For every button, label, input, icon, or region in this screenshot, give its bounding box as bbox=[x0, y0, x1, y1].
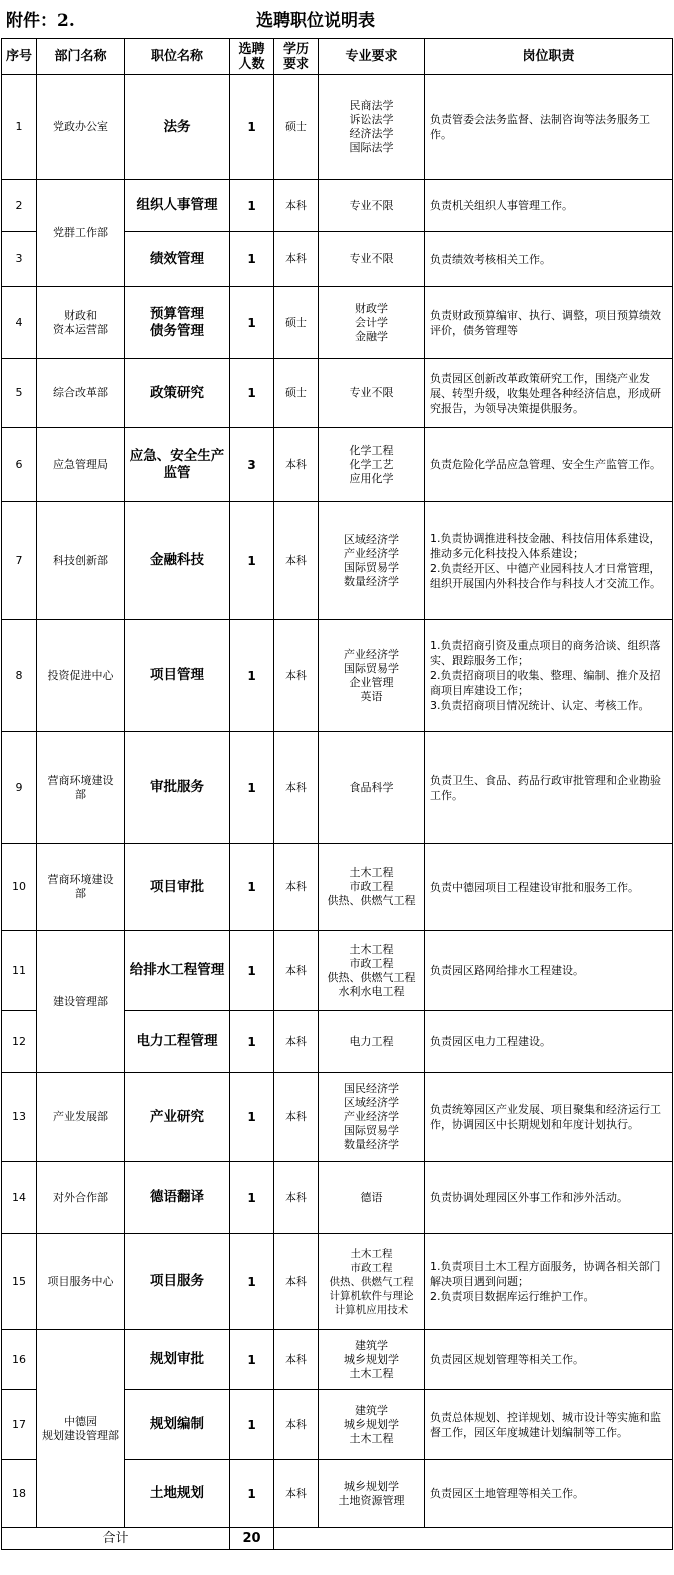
table-row bbox=[2, 931, 673, 1011]
edu-cell: 本科 bbox=[274, 1162, 319, 1234]
dept-cell: 营商环境建设部 bbox=[37, 732, 125, 844]
duty-cell: 1.负责协调推进科技金融、科技信用体系建设，推动多元化科技投入体系建设； 2.负责经开区、中德产业园科技人才日常管理，组织开展国内外科技合作与科技人才交流工作。 bbox=[425, 502, 673, 620]
duty-cell: 负责管委会法务监督、法制咨询等法务服务工作。 bbox=[425, 75, 673, 180]
position-cell: 金融科技 bbox=[125, 502, 230, 620]
edu-cell: 本科 bbox=[274, 1073, 319, 1162]
major-cell: 建筑学 城乡规划学 土木工程 bbox=[319, 1330, 425, 1390]
edu-cell: 本科 bbox=[274, 732, 319, 844]
header-edu: 学历要求 bbox=[274, 39, 319, 75]
row-no: 14 bbox=[2, 1162, 37, 1234]
dept-cell: 投资促进中心 bbox=[37, 620, 125, 732]
table-row bbox=[2, 1330, 673, 1390]
count-cell: 1 bbox=[230, 1390, 274, 1460]
table-row bbox=[2, 359, 673, 428]
duty-cell: 负责园区土地管理等相关工作。 bbox=[425, 1460, 673, 1528]
row-no: 15 bbox=[2, 1234, 37, 1330]
count-cell: 1 bbox=[230, 844, 274, 931]
total-row bbox=[2, 1528, 673, 1550]
dept-cell: 党政办公室 bbox=[37, 75, 125, 180]
major-cell: 专业不限 bbox=[319, 180, 425, 232]
position-cell: 绩效管理 bbox=[125, 232, 230, 287]
count-cell: 1 bbox=[230, 1073, 274, 1162]
position-cell: 土地规划 bbox=[125, 1460, 230, 1528]
count-cell: 1 bbox=[230, 232, 274, 287]
row-no: 9 bbox=[2, 732, 37, 844]
position-cell: 规划审批 bbox=[125, 1330, 230, 1390]
edu-cell: 本科 bbox=[274, 1011, 319, 1073]
edu-cell: 硕士 bbox=[274, 287, 319, 359]
edu-cell: 本科 bbox=[274, 232, 319, 287]
count-cell: 1 bbox=[230, 931, 274, 1011]
duty-cell: 负责园区创新改革政策研究工作，围绕产业发展、转型升级，收集处理各种经济信息，形成研究报告，为领导决策提供服务。 bbox=[425, 359, 673, 428]
position-cell: 应急、安全生产监管 bbox=[125, 428, 230, 502]
major-cell: 产业经济学 国际贸易学 企业管理 英语 bbox=[319, 620, 425, 732]
edu-cell: 本科 bbox=[274, 931, 319, 1011]
count-cell: 1 bbox=[230, 1011, 274, 1073]
duty-cell: 负责协调处理园区外事工作和涉外活动。 bbox=[425, 1162, 673, 1234]
header-major: 专业要求 bbox=[319, 39, 425, 75]
position-cell: 电力工程管理 bbox=[125, 1011, 230, 1073]
attachment-label: 附件：2. bbox=[6, 11, 75, 31]
edu-cell: 本科 bbox=[274, 1390, 319, 1460]
count-cell: 1 bbox=[230, 732, 274, 844]
position-cell: 德语翻译 bbox=[125, 1162, 230, 1234]
edu-cell: 本科 bbox=[274, 620, 319, 732]
edu-cell: 本科 bbox=[274, 502, 319, 620]
count-cell: 1 bbox=[230, 1234, 274, 1330]
dept-cell: 党群工作部 bbox=[37, 180, 125, 287]
table-row bbox=[2, 75, 673, 180]
dept-cell: 对外合作部 bbox=[37, 1162, 125, 1234]
major-cell: 城乡规划学 土地资源管理 bbox=[319, 1460, 425, 1528]
edu-cell: 本科 bbox=[274, 1330, 319, 1390]
duty-cell: 负责中德园项目工程建设审批和服务工作。 bbox=[425, 844, 673, 931]
position-table bbox=[1, 38, 673, 1550]
major-cell: 土木工程 市政工程 供热、供燃气工程 计算机软件与理论 计算机应用技术 bbox=[319, 1234, 425, 1330]
row-no: 11 bbox=[2, 931, 37, 1011]
count-cell: 1 bbox=[230, 1330, 274, 1390]
edu-cell: 本科 bbox=[274, 1460, 319, 1528]
dept-cell: 财政和 资本运营部 bbox=[37, 287, 125, 359]
dept-cell: 综合改革部 bbox=[37, 359, 125, 428]
count-cell: 1 bbox=[230, 620, 274, 732]
duty-cell: 负责统筹园区产业发展、项目聚集和经济运行工作，协调园区中长期规划和年度计划执行。 bbox=[425, 1073, 673, 1162]
row-no: 10 bbox=[2, 844, 37, 931]
row-no: 6 bbox=[2, 428, 37, 502]
duty-cell: 负责园区路网给排水工程建设。 bbox=[425, 931, 673, 1011]
count-cell: 1 bbox=[230, 359, 274, 428]
row-no: 18 bbox=[2, 1460, 37, 1528]
count-cell: 1 bbox=[230, 287, 274, 359]
dept-cell: 应急管理局 bbox=[37, 428, 125, 502]
duty-cell: 负责园区规划管理等相关工作。 bbox=[425, 1330, 673, 1390]
page-title: 选聘职位说明表 bbox=[256, 11, 375, 31]
dept-cell: 产业发展部 bbox=[37, 1073, 125, 1162]
position-cell: 给排水工程管理 bbox=[125, 931, 230, 1011]
table-row bbox=[2, 1162, 673, 1234]
dept-cell: 科技创新部 bbox=[37, 502, 125, 620]
count-cell: 1 bbox=[230, 75, 274, 180]
major-cell: 专业不限 bbox=[319, 232, 425, 287]
major-cell: 化学工程 化学工艺 应用化学 bbox=[319, 428, 425, 502]
count-cell: 3 bbox=[230, 428, 274, 502]
position-cell: 审批服务 bbox=[125, 732, 230, 844]
count-cell: 1 bbox=[230, 502, 274, 620]
edu-cell: 本科 bbox=[274, 180, 319, 232]
header-duty: 岗位职责 bbox=[425, 39, 673, 75]
table-row bbox=[2, 180, 673, 232]
row-no: 3 bbox=[2, 232, 37, 287]
position-cell: 产业研究 bbox=[125, 1073, 230, 1162]
duty-cell: 1.负责招商引资及重点项目的商务洽谈、组织落实、跟踪服务工作； 2.负责招商项目的收集、整理、编制、推介及招商项目库建设工作； 3.负责招商项目情况统计、认定、考核工作。 bbox=[425, 620, 673, 732]
dept-cell: 营商环境建设部 bbox=[37, 844, 125, 931]
duty-cell: 负责卫生、食品、药品行政审批管理和企业勘验工作。 bbox=[425, 732, 673, 844]
position-cell: 政策研究 bbox=[125, 359, 230, 428]
position-cell: 法务 bbox=[125, 75, 230, 180]
row-no: 5 bbox=[2, 359, 37, 428]
count-cell: 1 bbox=[230, 1162, 274, 1234]
header-no: 序号 bbox=[2, 39, 37, 75]
duty-cell: 负责总体规划、控详规划、城市设计等实施和监督工作，园区年度城建计划编制等工作。 bbox=[425, 1390, 673, 1460]
major-cell: 电力工程 bbox=[319, 1011, 425, 1073]
duty-cell: 1.负责项目土木工程方面服务，协调各相关部门解决项目遇到问题； 2.负责项目数据库运行维护工作。 bbox=[425, 1234, 673, 1330]
count-cell: 1 bbox=[230, 1460, 274, 1528]
major-cell: 国民经济学 区域经济学 产业经济学 国际贸易学 数量经济学 bbox=[319, 1073, 425, 1162]
duty-cell: 负责危险化学品应急管理、安全生产监管工作。 bbox=[425, 428, 673, 502]
major-cell: 财政学 会计学 金融学 bbox=[319, 287, 425, 359]
edu-cell: 硕士 bbox=[274, 359, 319, 428]
table-row bbox=[2, 1073, 673, 1162]
header-dept: 部门名称 bbox=[37, 39, 125, 75]
position-cell: 规划编制 bbox=[125, 1390, 230, 1460]
table-row bbox=[2, 428, 673, 502]
duty-cell: 负责财政预算编审、执行、调整，项目预算绩效评价，债务管理等 bbox=[425, 287, 673, 359]
position-cell: 组织人事管理 bbox=[125, 180, 230, 232]
position-cell: 项目服务 bbox=[125, 1234, 230, 1330]
table-row bbox=[2, 502, 673, 620]
table-row bbox=[2, 1234, 673, 1330]
row-no: 12 bbox=[2, 1011, 37, 1073]
total-value: 20 bbox=[230, 1528, 274, 1550]
row-no: 8 bbox=[2, 620, 37, 732]
position-cell: 项目审批 bbox=[125, 844, 230, 931]
header-count: 选聘人数 bbox=[230, 39, 274, 75]
major-cell: 建筑学 城乡规划学 土木工程 bbox=[319, 1390, 425, 1460]
major-cell: 土木工程 市政工程 供热、供燃气工程 水利水电工程 bbox=[319, 931, 425, 1011]
dept-cell: 建设管理部 bbox=[37, 931, 125, 1073]
table-header-row bbox=[2, 39, 673, 75]
count-cell: 1 bbox=[230, 180, 274, 232]
position-cell: 项目管理 bbox=[125, 620, 230, 732]
title-bar bbox=[0, 6, 674, 32]
table-row bbox=[2, 844, 673, 931]
row-no: 2 bbox=[2, 180, 37, 232]
major-cell: 土木工程 市政工程 供热、供燃气工程 bbox=[319, 844, 425, 931]
table-row bbox=[2, 287, 673, 359]
table-row bbox=[2, 620, 673, 732]
dept-cell: 项目服务中心 bbox=[37, 1234, 125, 1330]
row-no: 7 bbox=[2, 502, 37, 620]
duty-cell: 负责机关组织人事管理工作。 bbox=[425, 180, 673, 232]
major-cell: 专业不限 bbox=[319, 359, 425, 428]
row-no: 13 bbox=[2, 1073, 37, 1162]
position-cell: 预算管理 债务管理 bbox=[125, 287, 230, 359]
edu-cell: 本科 bbox=[274, 844, 319, 931]
edu-cell: 本科 bbox=[274, 428, 319, 502]
major-cell: 区域经济学 产业经济学 国际贸易学 数量经济学 bbox=[319, 502, 425, 620]
row-no: 4 bbox=[2, 287, 37, 359]
duty-cell: 负责园区电力工程建设。 bbox=[425, 1011, 673, 1073]
row-no: 16 bbox=[2, 1330, 37, 1390]
row-no: 17 bbox=[2, 1390, 37, 1460]
total-empty bbox=[274, 1528, 673, 1550]
major-cell: 民商法学 诉讼法学 经济法学 国际法学 bbox=[319, 75, 425, 180]
row-no: 1 bbox=[2, 75, 37, 180]
edu-cell: 本科 bbox=[274, 1234, 319, 1330]
major-cell: 食品科学 bbox=[319, 732, 425, 844]
edu-cell: 硕士 bbox=[274, 75, 319, 180]
total-label: 合计 bbox=[2, 1528, 230, 1550]
major-cell: 德语 bbox=[319, 1162, 425, 1234]
dept-cell: 中德园 规划建设管理部 bbox=[37, 1330, 125, 1528]
table-row bbox=[2, 732, 673, 844]
header-pos: 职位名称 bbox=[125, 39, 230, 75]
duty-cell: 负责绩效考核相关工作。 bbox=[425, 232, 673, 287]
